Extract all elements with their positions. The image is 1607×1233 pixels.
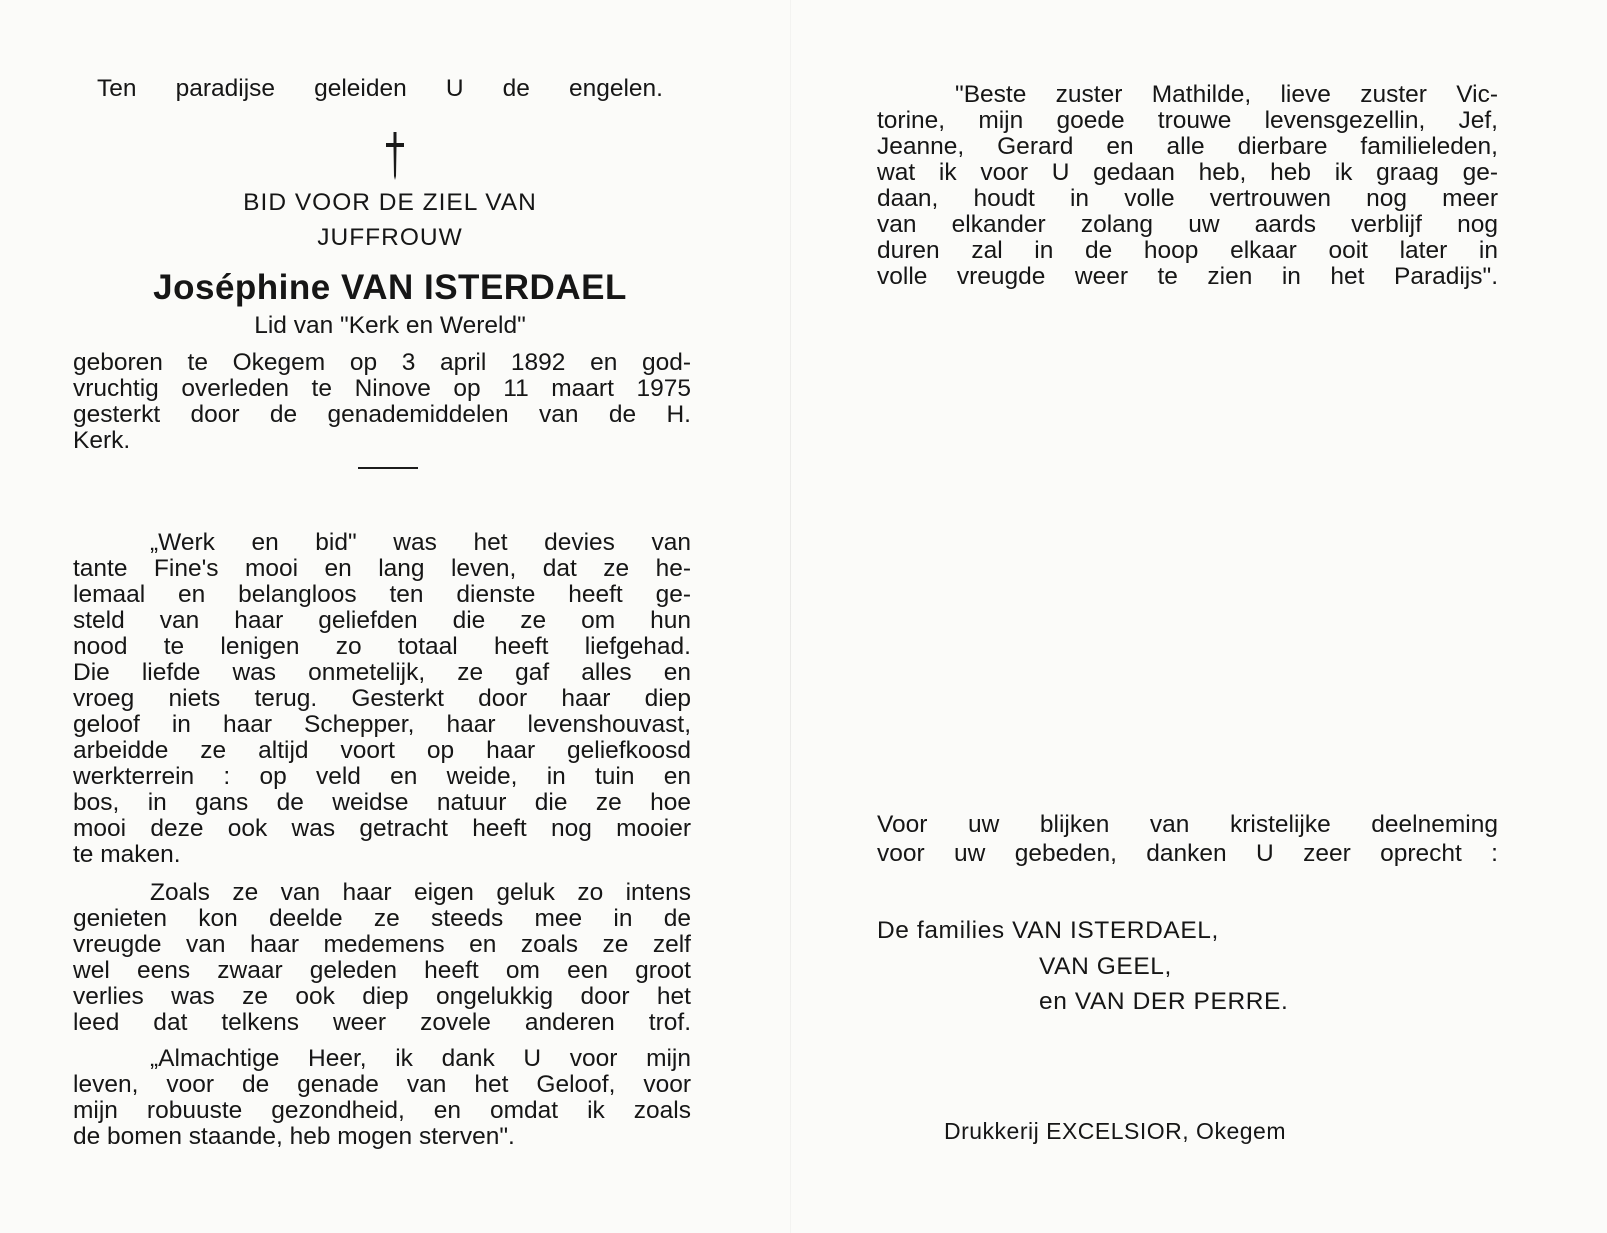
quote-line: duren zal in de hoop elkaar ooit later in [877,237,1498,264]
paragraph-line: leven, voor de genade van het Geloof, voor [73,1071,691,1098]
paragraph-line: mooi deze ook was getracht heeft nog mooier [73,815,691,842]
paragraph-line: arbeidde ze altijd voort op haar geliefkoosd [73,737,691,764]
families-line: en VAN DER PERRE. [1039,988,1289,1015]
paragraph-line: werkterrein : op veld en weide, in tuin en [73,763,691,790]
families-line: De families VAN ISTERDAEL, [877,917,1219,944]
paragraph-line: mijn robuuste gezondheid, en omdat ik zoals [73,1097,691,1124]
divider [358,467,418,469]
paragraph-line: tante Fine's mooi en lang leven, dat ze he- [73,555,691,582]
quote-line: daan, houdt in volle vertrouwen nog meer [877,185,1498,212]
paragraph-line: nood te lenigen zo totaal heeft liefgehad. [73,633,691,660]
paragraph-line: de bomen staande, heb mogen sterven". [73,1123,515,1150]
paragraph-line: verlies was ze ook diep ongelukkig door het [73,983,691,1010]
paragraph-line: vroeg niets terug. Gesterkt door haar diep [73,685,691,712]
quote-line: van elkander zolang uw aards verblijf nog [877,211,1498,238]
paragraph-line: „Werk en bid" was het devies van [150,529,691,556]
paragraph-line: lemaal en belangloos ten dienste heeft ge- [73,581,691,608]
paragraph-line: „Almachtige Heer, ik dank U voor mijn [150,1045,691,1072]
thanks-line: voor uw gebeden, danken U zeer oprecht : [877,840,1498,867]
paragraph-line: steld van haar geliefden die ze om hun [73,607,691,634]
deceased-name: Joséphine VAN ISTERDAEL [153,268,627,307]
paragraph-line: wel eens zwaar geleden heeft om een groot [73,957,691,984]
quote-line: wat ik voor U gedaan heb, heb ik graag ge- [877,159,1498,186]
paragraph-line: geloof in haar Schepper, haar levenshouvast, [73,711,691,738]
quote-line: torine, mijn goede trouwe levensgezellin, Jef, [877,107,1498,134]
birth-death-line: Kerk. [73,427,131,454]
birth-death-line: gesterkt door de genademiddelen van de H. [73,401,691,428]
paragraph-line: Zoals ze van haar eigen geluk zo intens [150,879,691,906]
invocation: Ten paradijse geleiden U de engelen. [97,75,663,102]
quote-line: "Beste zuster Mathilde, lieve zuster Vic- [955,81,1498,108]
paragraph-line: te maken. [73,841,181,868]
families-line: VAN GEEL, [1039,953,1172,980]
center-fold [790,0,791,1233]
paragraph-line: Die liefde was onmetelijk, ze gaf alles en [73,659,691,686]
birth-death-line: vruchtig overleden te Ninove op 11 maart 1975 [73,375,691,402]
thanks-line: Voor uw blijken van kristelijke deelneming [877,811,1498,838]
pray-line: BID VOOR DE ZIEL VAN [243,189,537,216]
paragraph-line: vreugde van haar medemens en zoals ze zelf [73,931,691,958]
quote-line: volle vreugde weer te zien in het Paradijs". [877,263,1498,290]
paragraph-line: bos, in gans de weidse natuur die ze hoe [73,789,691,816]
quote-line: Jeanne, Gerard en alle dierbare familieleden, [877,133,1498,160]
membership: Lid van "Kerk en Wereld" [254,312,526,339]
paragraph-line: genieten kon deelde ze steeds mee in de [73,905,691,932]
printer: Drukkerij EXCELSIOR, Okegem [944,1118,1286,1144]
birth-death-line: geboren te Okegem op 3 april 1892 en god- [73,349,691,376]
title: JUFFROUW [317,224,463,251]
cross-icon [385,132,405,180]
paragraph-line: leed dat telkens weer zovele anderen trof. [73,1009,691,1036]
